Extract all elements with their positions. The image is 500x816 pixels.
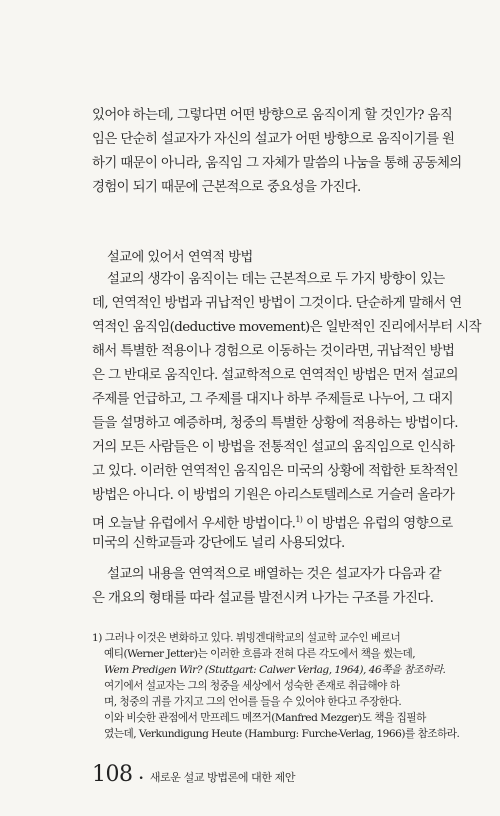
text-line: 방법은 아니다. 이 방법의 기원은 아리스토텔레스로 거슬러 올라가 <box>92 488 455 503</box>
text-line: 은 그 반대로 움직인다. 설교학적으로 연역적인 방법은 먼저 설교의 <box>92 368 458 383</box>
text-line: 경험이 되기 때문에 근본적으로 중요성을 가진다. <box>92 180 361 195</box>
text-line: 하기 때문이 아니라, 움직임 그 자체가 말씀의 나눔을 통해 공동체의 <box>92 156 462 171</box>
text-line: 은 개요의 형태를 따라 설교를 발전시켜 나가는 구조를 가진다. <box>92 591 434 606</box>
text-span: 이 방법은 유럽의 영향으로 <box>302 516 453 532</box>
text-line: 해서 특별한 적용이나 경험으로 이동하는 것이라면, 귀납적인 방법 <box>92 344 455 359</box>
text-line: 있어야 하는데, 그렇다면 어떤 방향으로 움직이게 할 것인가? 움직 <box>92 108 453 123</box>
text-line: 데, 연역적인 방법과 귀납적인 방법이 그것이다. 단순하게 말해서 연 <box>92 296 462 311</box>
section-heading: 설교에 있어서 연역적 방법 <box>107 250 253 265</box>
footnote-line: 1) 그러나 이것은 변화하고 있다. 뷔빙겐대학교의 설교학 교수인 베르너 <box>92 632 401 644</box>
footnote-line: 이와 비슷한 관점에서 만프레드 메쯔거(Manfred Mezger)도 책을 집필하 <box>104 712 426 724</box>
footnote-line: 여기에서 설교자는 그의 청중을 세상에서 성숙한 존재로 취급해야 하 <box>104 680 400 692</box>
text-line <box>92 512 453 532</box>
text-line: 고 있다. 이러한 연역적인 움직임은 미국의 상황에 적합한 토착적인 <box>92 464 458 479</box>
text-line: 미국의 신학교들과 강단에도 널리 사용되었다. <box>92 536 345 551</box>
text-line: 설교의 내용을 연역적으로 배열하는 것은 설교자가 다음과 같 <box>107 567 441 582</box>
footnote-line: 였는데, Verkundigung Heute (Hamburg: Furche-Verlag, 1966)를 참조하라. <box>104 728 460 740</box>
footnote-line: Wem Predigen Wir? (Stuttgart: Calwer Verlag, 1964), 46쪽을 참조하라. <box>104 664 446 676</box>
text-line: 역적인 움직임(deductive movement)은 일반적인 진리에서부터 시작 <box>92 320 481 335</box>
text-line: 들을 설명하고 예증하며, 청중의 특별한 상황에 적용하는 방법이다. <box>92 416 458 431</box>
text-line: 주제를 언급하고, 그 주제를 대지나 하부 주제들로 나누어, 그 대지 <box>92 392 453 407</box>
page-number: 108 <box>92 762 133 787</box>
footnote-line: 며, 청중의 귀를 가지고 그의 언어를 들을 수 있어야 한다고 주장한다. <box>104 696 402 708</box>
page-footer <box>92 762 295 787</box>
footnote-line: 예티(Werner Jetter)는 이러한 흐름과 전혀 다른 각도에서 책을 썼는데, <box>104 648 416 660</box>
text-span: 며 오늘날 유럽에서 우세한 방법이다. <box>92 516 296 532</box>
text-line: 거의 모든 사람들은 이 방법을 전통적인 설교의 움직임으로 인식하 <box>92 440 455 455</box>
text-line: 설교의 생각이 움직이는 데는 근본적으로 두 가지 방향이 있는 <box>107 272 445 287</box>
bullet-separator-icon: • <box>138 774 144 784</box>
footnote-marker[interactable]: 1) <box>295 515 303 524</box>
text-line: 임은 단순히 설교자가 자신의 설교가 어떤 방향으로 움직이기를 원 <box>92 132 455 147</box>
running-title: 새로운 설교 방법론에 대한 제안 <box>149 771 296 784</box>
